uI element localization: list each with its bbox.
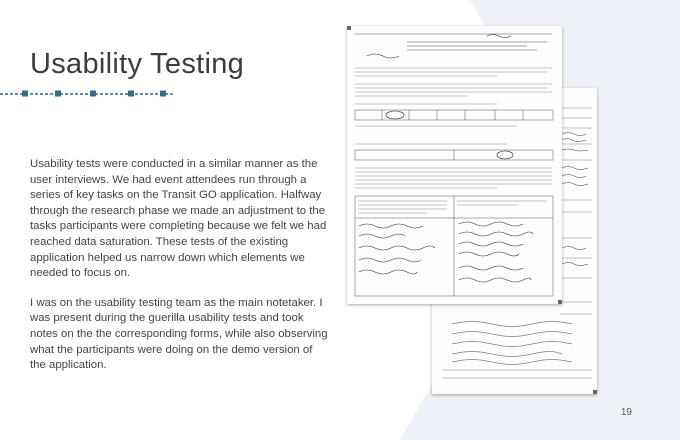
body-text xyxy=(30,157,330,388)
page-number: 19 xyxy=(620,407,632,418)
title-divider xyxy=(0,86,175,100)
paragraph-role: I was on the usability testing team as the main notetaker. I was present during the guerilla usability tests and took notes on the the corresponding forms, while also observing what the participants were doing on the demo version of the application. xyxy=(30,296,328,372)
paragraph-methods: Usability tests were conducted in a similar manner as the user interviews. We had event attendees run through a series of key tasks on the Transit GO application. Halfway through the research phase we made an adjustment to the tasks participants were completing because we felt we had reached data saturation. These tests of the existing application helped us narrow down which elements we needed to focus on. xyxy=(30,158,327,280)
slide-title: Usability Testing xyxy=(30,48,245,80)
consent-form-photo-front xyxy=(347,26,562,304)
